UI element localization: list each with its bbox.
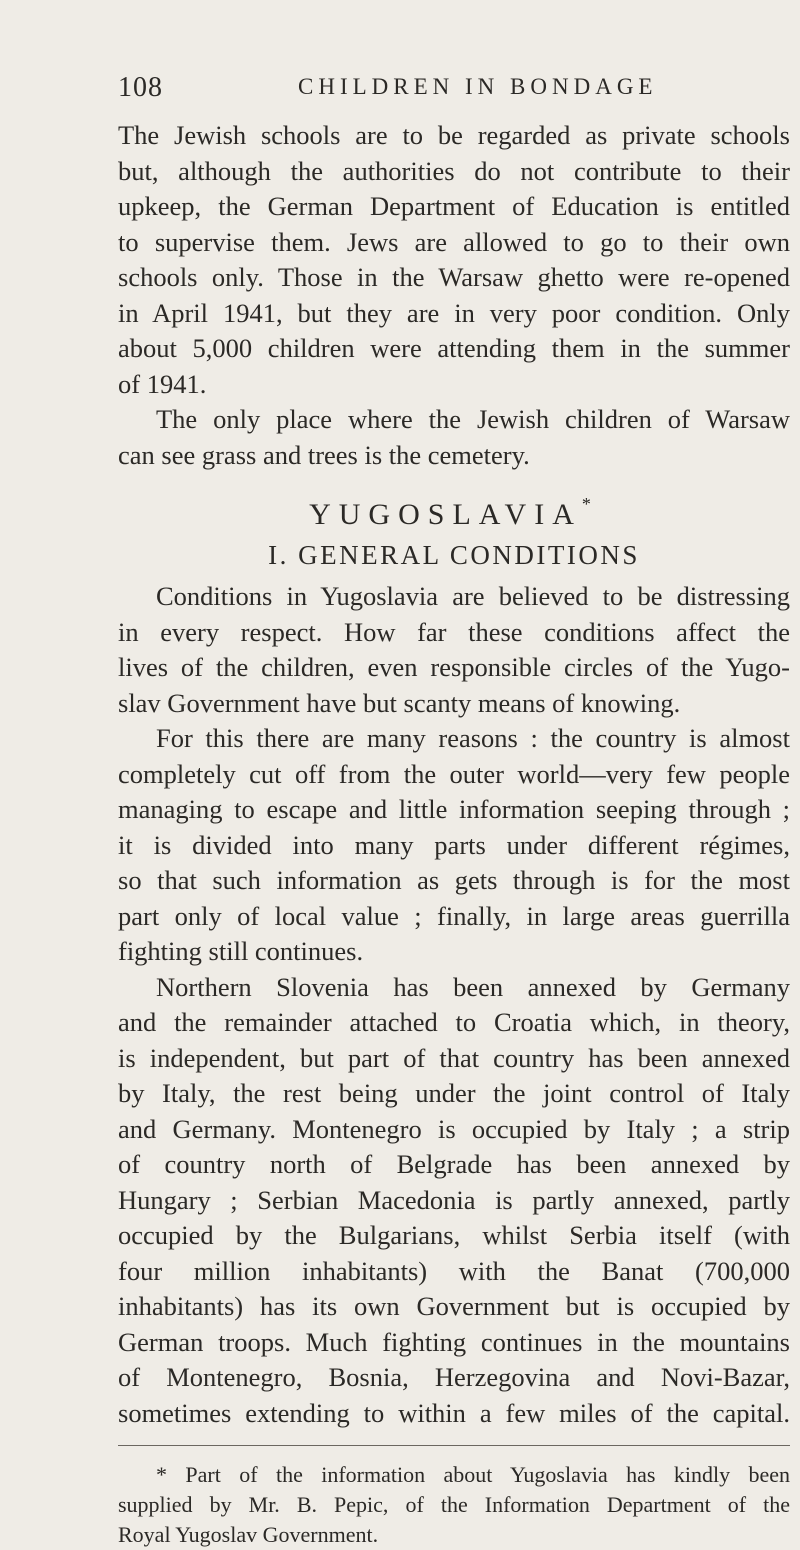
text-line: so that such information as gets through is for the most — [118, 865, 790, 895]
text-line: fighting still continues. — [118, 936, 364, 966]
text-line: German troops. Much fighting continues in the mountains — [118, 1326, 790, 1357]
text-line: sometimes extending to within a few miles of the capital. — [118, 1397, 790, 1428]
footnote-marker: * — [581, 494, 599, 514]
text-line: by Italy, the rest being under the joint control of Italy — [118, 1078, 790, 1108]
footnote-line: Royal Yugoslav Government. — [118, 1522, 379, 1547]
text-line: is independent, but part of that country has been annexed — [118, 1042, 790, 1073]
text-line: about 5,000 children were attending them in the summer — [118, 333, 790, 363]
text-line: it is divided into many parts under different régimes, — [118, 829, 790, 860]
footnote — [118, 1460, 790, 1550]
body-text — [118, 118, 790, 1550]
text-line: in every respect. How far these conditions affect the — [118, 616, 790, 647]
text-line: upkeep, the German Department of Education is entitled — [118, 191, 790, 221]
text-line: occupied by the Bulgarians, whilst Serbia itself (with — [118, 1220, 790, 1250]
text-line: can see grass and trees is the cemetery. — [118, 439, 530, 470]
text-line: to supervise them. Jews are allowed to go to their own — [118, 226, 790, 257]
text-line: The Jewish schools are to be regarded as private schools — [118, 120, 790, 150]
footnote-divider — [118, 1445, 790, 1446]
section-title — [118, 495, 790, 535]
section-title-text: YUGOSLAVIA — [309, 498, 582, 531]
running-head — [118, 72, 790, 112]
text-line: For this there are many reasons : the country is almost — [156, 723, 790, 753]
text-line: schools only. Those in the Warsaw ghetto were re-opened — [118, 262, 790, 292]
text-line: four million inhabitants) with the Banat (700,000 — [118, 1255, 790, 1286]
text-line: managing to escape and little information seeping through ; — [118, 794, 790, 824]
text-line: but, although the authorities do not contribute to their — [118, 155, 790, 186]
text-line: and Germany. Montenegro is occupied by Italy ; a strip — [118, 1113, 790, 1144]
running-title: CHILDREN IN BONDAGE — [298, 74, 658, 99]
footnote-line: supplied by Mr. B. Pepic, of the Information Department of the — [118, 1492, 790, 1517]
text-line: slav Government have but scanty means of knowing. — [118, 687, 681, 718]
text-line: completely cut off from the outer world—very few people — [118, 758, 790, 789]
text-line: in April 1941, but they are in very poor condition. Only — [118, 297, 790, 328]
text-line: of 1941. — [118, 368, 207, 399]
text-line: Conditions in Yugoslavia are believed to be distressing — [156, 581, 790, 611]
text-line: part only of local value ; finally, in large areas guerrilla — [118, 900, 790, 931]
text-line: of Montenegro, Bosnia, Herzegovina and Novi-Bazar, — [118, 1362, 790, 1392]
text-line: and the remainder attached to Croatia which, in theory, — [118, 1007, 790, 1037]
footnote-line: * Part of the information about Yugoslavia has kindly been — [156, 1462, 790, 1487]
text-line: The only place where the Jewish children of Warsaw — [156, 404, 790, 434]
text-line: Hungary ; Serbian Macedonia is partly annexed, partly — [118, 1184, 790, 1215]
text-line: Northern Slovenia has been annexed by Germany — [156, 971, 790, 1002]
section-subtitle: I. GENERAL CONDITIONS — [268, 540, 640, 570]
text-line: inhabitants) has its own Government but is occupied by — [118, 1291, 790, 1321]
text-line: lives of the children, even responsible circles of the Yugo- — [118, 652, 790, 682]
page-number: 108 — [118, 72, 163, 103]
text-line: of country north of Belgrade has been annexed by — [118, 1149, 790, 1179]
